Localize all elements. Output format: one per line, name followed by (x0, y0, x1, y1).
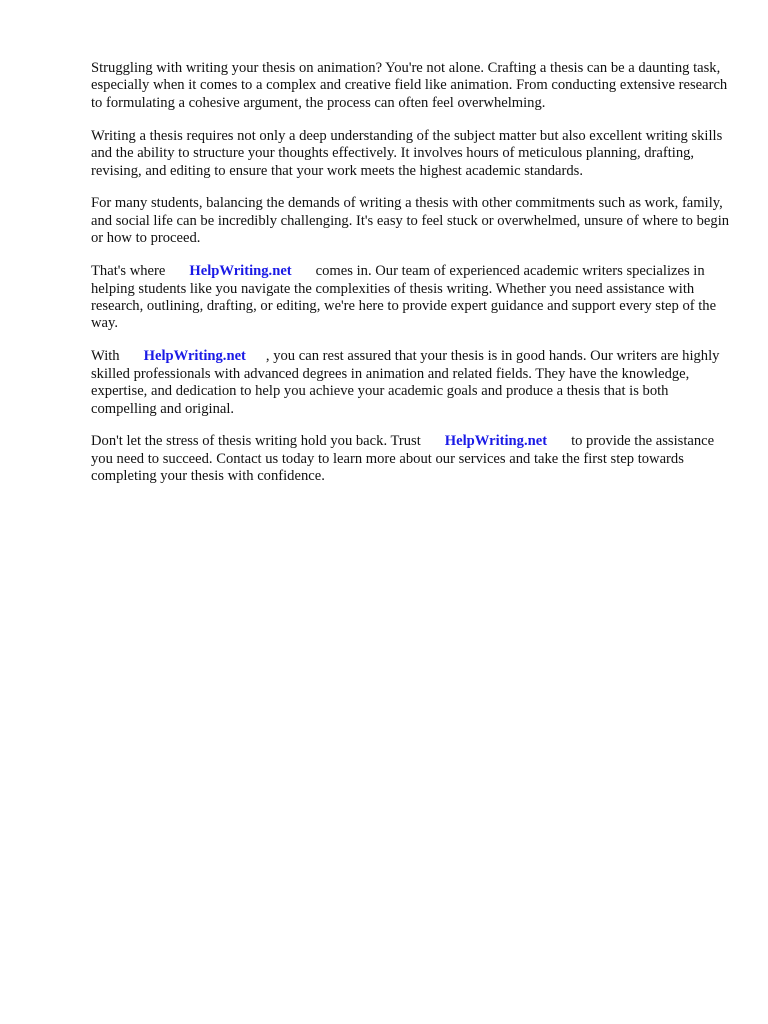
paragraph-text: Don't let the stress of thesis writing hold you back. Trust (91, 433, 421, 450)
paragraph-assurance (91, 348, 731, 418)
helpwriting-link[interactable]: HelpWriting.net (444, 433, 548, 450)
paragraph-challenges: For many students, balancing the demands of writing a thesis with other commitments such as work, family, and social life can be incredibly challenging. It's easy to feel stuck or overwhelmed, unsure of where to begin or how to proceed. (91, 195, 730, 247)
paragraph-text: That's where (91, 263, 166, 280)
paragraph-requirements: Writing a thesis requires not only a deep understanding of the subject matter but also excellent writing skills and the ability to structure your thoughts effectively. It involves hours of meticulous planning, drafting, revising, and editing to ensure that your work meets the highest academic standards. (91, 127, 723, 179)
helpwriting-link[interactable]: HelpWriting.net (189, 263, 292, 280)
paragraph-text: to provide the assistance you need to succeed. Contact us today to learn more about our services and take the first step towards completing your thesis with confidence. (91, 433, 715, 485)
paragraph-service-intro (91, 263, 731, 333)
paragraph-text: , you can rest assured that your thesis is in good hands. Our writers are highly skilled professionals with advanced degrees in animation and related fields. They have the knowledge, expertise, and dedication to help you achieve your academic goals and produce a thesis that is both compelling and original. (91, 348, 720, 417)
paragraph-text: With (91, 348, 120, 365)
paragraph-intro: Struggling with writing your thesis on animation? You're not alone. Crafting a thesis can be a daunting task, especially when it comes to a complex and creative field like animation. From conducting extensive research to formulating a cohesive argument, the process can often feel overwhelming. (91, 60, 728, 111)
paragraph-text: comes in. Our team of experienced academic writers specializes in helping students like you navigate the complexities of thesis writing. Whether you need assistance with research, outlining, drafting, or editing, we're here to provide expert guidance and support every step of the way. (91, 263, 717, 332)
paragraph-call-to-action (91, 433, 731, 485)
helpwriting-link[interactable]: HelpWriting.net (143, 348, 246, 365)
document-body (91, 60, 731, 501)
